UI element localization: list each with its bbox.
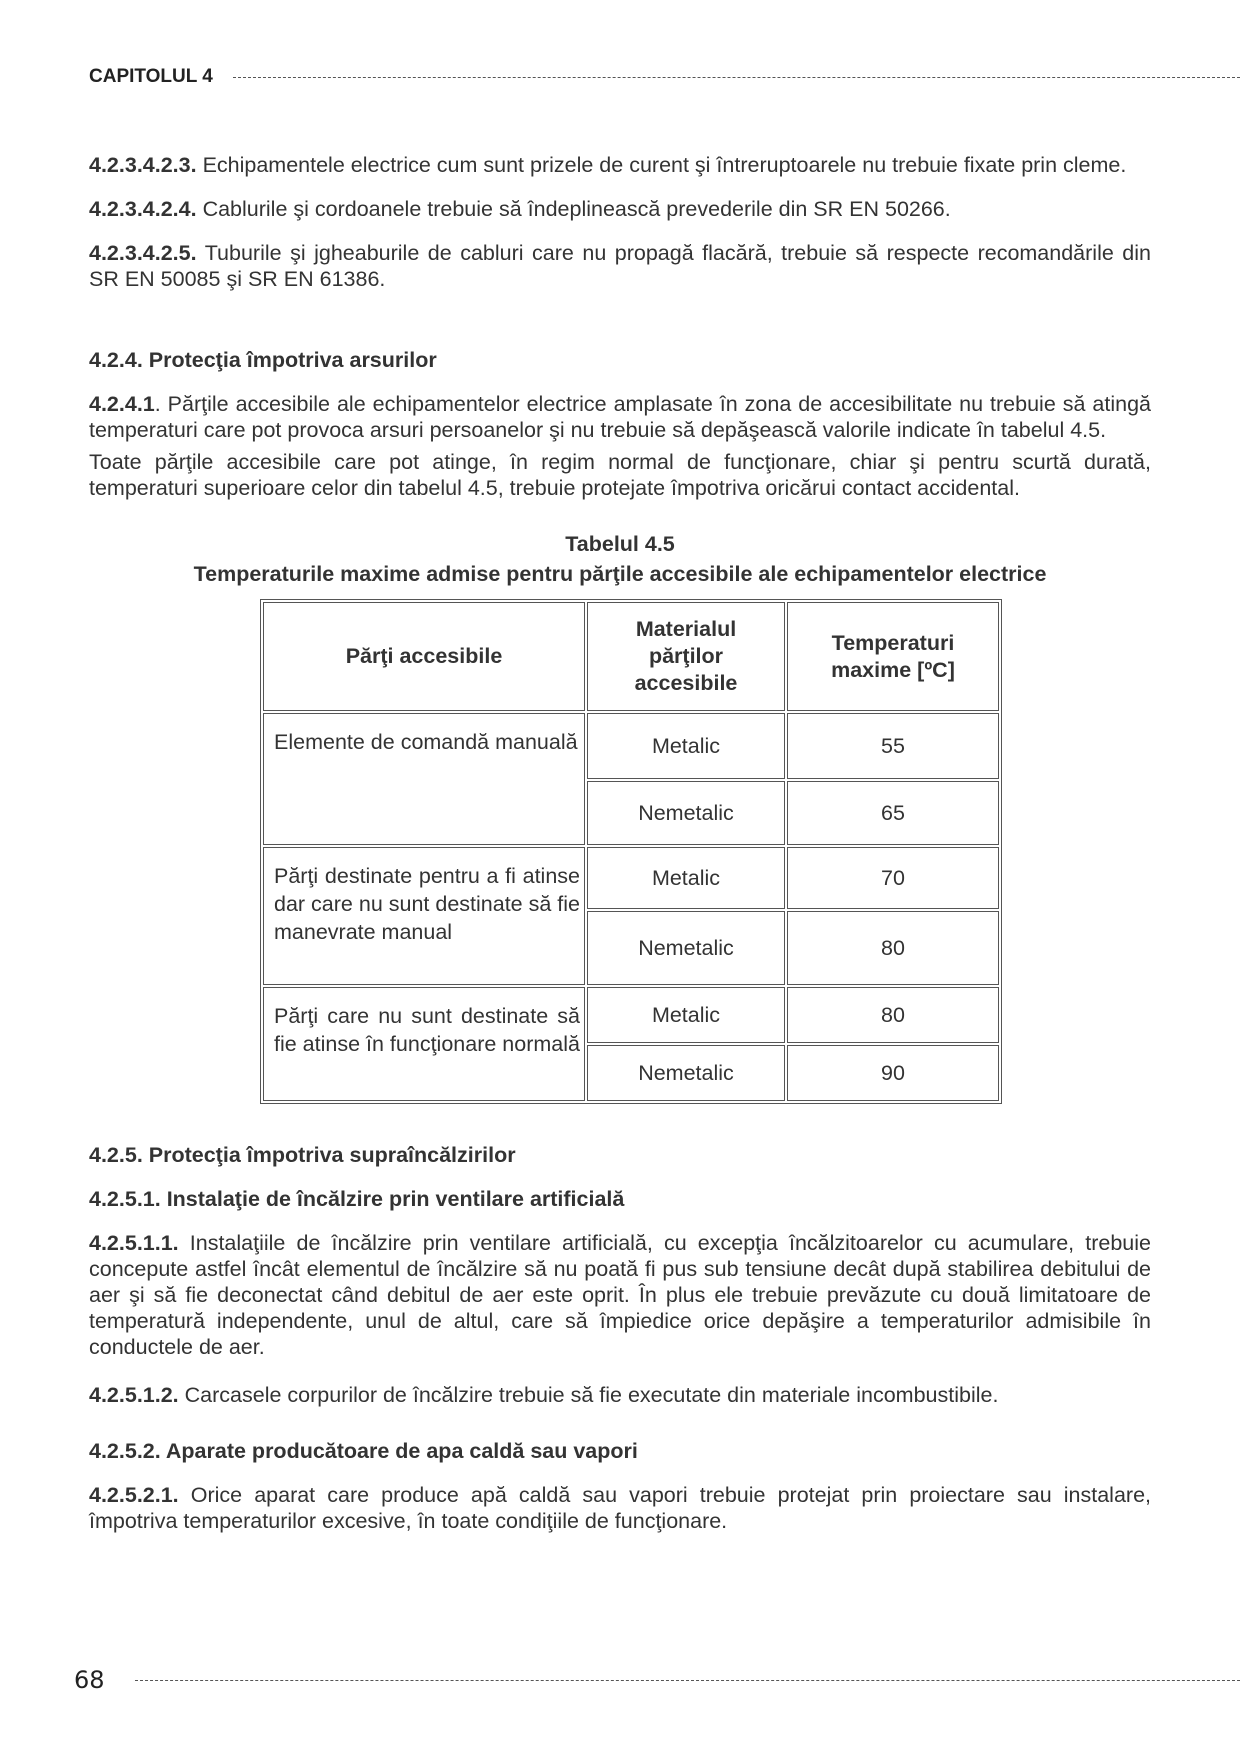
paragraph-4-2-3-4-2-4	[89, 196, 1151, 222]
paragraph-number: 4.2.3.4.2.5.	[89, 241, 197, 265]
paragraph-text: Carcasele corpurilor de încălzire trebuie să fie executate din materiale incombustibile.	[178, 1383, 999, 1407]
page-footer	[74, 1666, 1240, 1694]
table-row	[263, 987, 999, 1043]
footer-divider	[135, 1680, 1240, 1681]
paragraph-number: 4.2.3.4.2.3.	[89, 153, 197, 177]
paragraph-4-2-5-1-2	[89, 1382, 1151, 1408]
material-cell: Metalic	[587, 847, 785, 909]
heading-4-2-5-1: 4.2.5.1. Instalaţie de încălzire prin ventilare artificială	[89, 1187, 625, 1211]
page-content	[89, 152, 1151, 1534]
temperature-cell: 55	[787, 713, 999, 779]
heading-4-2-5-2: 4.2.5.2. Aparate producătoare de apa caldă sau vapori	[89, 1439, 638, 1463]
temperature-cell: 80	[787, 987, 999, 1043]
paragraph-number: 4.2.3.4.2.4.	[89, 197, 197, 221]
paragraph-4-2-4-1	[89, 391, 1151, 443]
paragraph-text: Echipamentele electrice cum sunt prizele de curent şi întreruptoarele nu trebuie fixate prin cleme.	[196, 153, 1127, 177]
header-cell: Materialul părţilor accesibile	[587, 602, 785, 711]
page-header	[89, 66, 1240, 88]
paragraph-text: Orice aparat care produce apă caldă sau vapori trebuie protejat prin proiectare sau instalare, împotriva temperaturilor excesive, în toate condiţiile de funcţionare.	[89, 1483, 1151, 1533]
part-cell: Părţi care nu sunt destinate să fie atinse în funcţionare normală	[263, 987, 585, 1101]
temperature-cell: 80	[787, 911, 999, 985]
paragraph-4-2-5-2-1	[89, 1482, 1151, 1534]
page-number: 68	[74, 1666, 105, 1694]
paragraph-4-2-5-1-1	[89, 1230, 1151, 1360]
header-divider	[233, 77, 1240, 78]
paragraph-4-2-3-4-2-3	[89, 152, 1151, 178]
header-cell: Temperaturi maxime [ºC]	[787, 602, 999, 711]
heading-4-2-4: 4.2.4. Protecţia împotriva arsurilor	[89, 348, 437, 372]
paragraph-number: 4.2.5.1.1.	[89, 1231, 179, 1255]
paragraph-number: 4.2.4.1	[89, 392, 155, 416]
material-cell: Nemetalic	[587, 1045, 785, 1101]
material-cell: Nemetalic	[587, 911, 785, 985]
part-cell: Elemente de comandă manuală	[263, 713, 585, 845]
paragraph-text: Instalaţiile de încălzire prin ventilare artificială, cu excepţia încălzitoarelor cu acumulare, trebuie concepute astfel încât elementul de încălzire să nu poată fi pus sub tensiune decât după stabilirea debitului de aer şi să fie deconectat când debitul de aer este oprit. În plus ele trebuie prevăzute cu două limitatoare de temperatură independente, unul de altul, care să împiedice orice depăşire a temperaturilor admisibile în conductele de aer.	[89, 1231, 1151, 1359]
paragraph-text: Tuburile şi jgheaburile de cabluri care nu propagă flacără, trebuie să respecte recomandările din SR EN 50085 şi SR EN 61386.	[89, 241, 1151, 291]
material-cell: Nemetalic	[587, 781, 785, 845]
paragraph-number: 4.2.5.1.2.	[89, 1383, 179, 1407]
temperature-cell: 70	[787, 847, 999, 909]
heading-4-2-5: 4.2.5. Protecţia împotriva supraîncălzirilor	[89, 1143, 516, 1167]
temperature-cell: 65	[787, 781, 999, 845]
paragraph-4-2-3-4-2-5	[89, 240, 1151, 292]
table-row	[263, 713, 999, 779]
temperature-table	[260, 599, 1002, 1104]
table-row	[263, 847, 999, 909]
temperature-cell: 90	[787, 1045, 999, 1101]
header-cell: Părţi accesibile	[263, 602, 585, 711]
part-cell: Părţi destinate pentru a fi atinse dar care nu sunt destinate să fie manevrate manual	[263, 847, 585, 985]
table-label: Tabelul 4.5	[565, 532, 675, 556]
paragraph-text: . Părţile accesibile ale echipamentelor electrice amplasate în zona de accesibilitate nu trebuie să atingă temperaturi care pot provoca arsuri persoanelor şi nu trebuie să depăşească valorile indicate în tabelul 4.5.	[89, 392, 1151, 442]
table-header-row	[263, 602, 999, 711]
paragraph-contact-protection: Toate părţile accesibile care pot atinge, în regim normal de funcţionare, chiar şi pentru scurtă durată, temperaturi superioare celor din tabelul 4.5, trebuie protejate împotriva oricărui contact accidental.	[89, 450, 1151, 500]
paragraph-text: Cablurile şi cordoanele trebuie să îndeplinească prevederile din SR EN 50266.	[196, 197, 951, 221]
table-title: Temperaturile maxime admise pentru părţile accesibile ale echipamentelor electrice	[193, 562, 1047, 586]
material-cell: Metalic	[587, 713, 785, 779]
chapter-title: CAPITOLUL 4	[89, 66, 213, 87]
material-cell: Metalic	[587, 987, 785, 1043]
paragraph-number: 4.2.5.2.1.	[89, 1483, 179, 1507]
